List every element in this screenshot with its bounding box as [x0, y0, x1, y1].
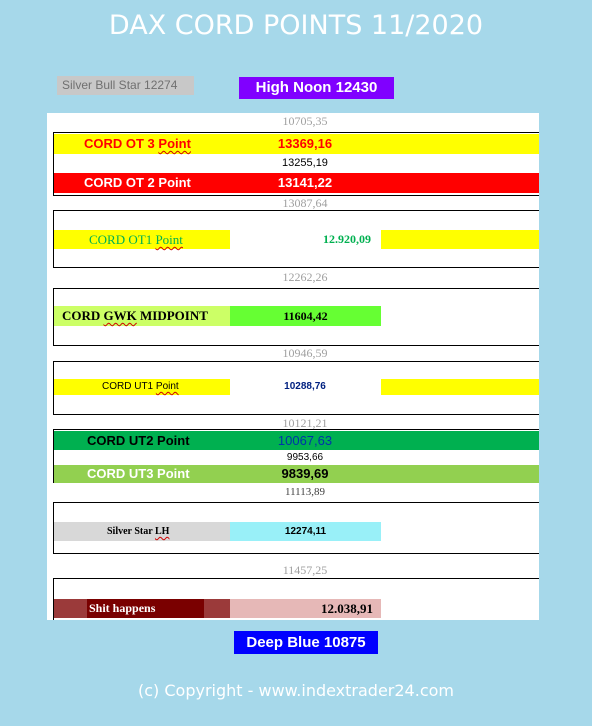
level-value: 9953,66 [286, 452, 324, 463]
cord-ot1-label: CORD OT1 Point [89, 232, 183, 247]
cord-ut2-value: 10067,63 [277, 433, 333, 448]
level-value: 13087,64 [282, 196, 328, 210]
silver-star-lh-label: Silver Star LH [107, 526, 170, 537]
level-value: 10705,35 [282, 114, 328, 128]
level-value: 10121,21 [282, 416, 328, 430]
deep-blue-badge: Deep Blue 10875 [234, 631, 378, 654]
cord-gwk-label: CORD GWK MIDPOINT [62, 308, 208, 323]
level-value: 11457,25 [282, 563, 328, 577]
cord-ut1-right-cell [381, 379, 539, 395]
cord-ot1-right-cell [381, 230, 539, 249]
cord-ot1-value: 12.920,09 [323, 232, 371, 246]
copyright-text: (c) Copyright - www.indextrader24.com [138, 681, 454, 700]
cord-ut3-label: CORD UT3 Point [87, 466, 190, 481]
level-value: 13255,19 [282, 157, 328, 169]
cord-ut2-label: CORD UT2 Point [87, 433, 190, 448]
cord-ut1-value: 10288,76 [284, 381, 326, 392]
cord-ot3-label: CORD OT 3 Point [84, 136, 191, 151]
silver-bull-star-badge: Silver Bull Star 12274 [57, 76, 194, 95]
silver-star-lh-value: 12274,11 [230, 522, 381, 541]
high-noon-badge: High Noon 12430 [239, 77, 394, 99]
cord-ut3-value: 9839,69 [281, 466, 329, 481]
cord-ot3-value: 13369,16 [277, 136, 333, 151]
level-value: 11113,89 [284, 486, 326, 498]
page-title: DAX CORD POINTS 11/2020 [108, 10, 484, 41]
shit-happens-label: Shit happens [89, 601, 156, 615]
cord-gwk-value: 11604,42 [230, 306, 381, 326]
cord-ut1-label: CORD UT1 Point [102, 381, 179, 392]
shit-happens-value: 12.038,91 [230, 599, 381, 618]
cord-ot2-value: 13141,22 [277, 175, 333, 190]
cord-ot2-label: CORD OT 2 Point [84, 175, 191, 190]
level-value: 10946,59 [282, 346, 328, 360]
level-value: 12262,26 [282, 270, 328, 284]
cord-points-sheet [47, 113, 539, 620]
